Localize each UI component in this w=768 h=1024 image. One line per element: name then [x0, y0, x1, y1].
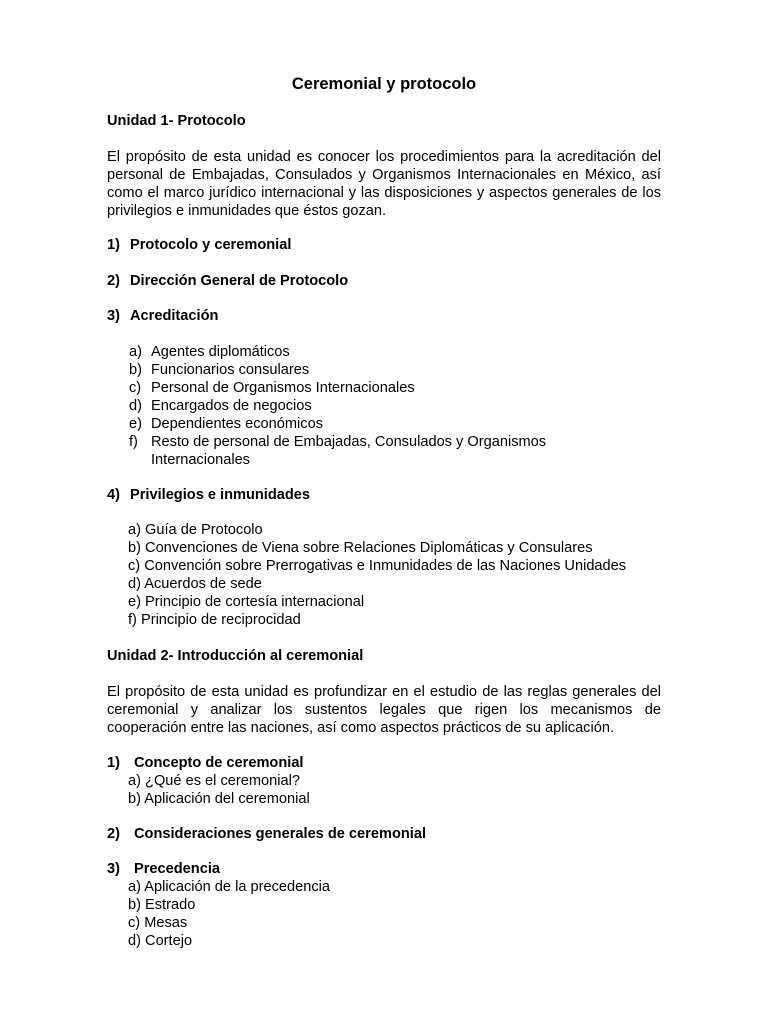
list-item: a) Aplicación de la precedencia: [128, 879, 331, 895]
acreditacion-list: [129, 343, 571, 469]
privilegios-list: [128, 521, 626, 629]
concepto-list: [128, 772, 310, 808]
unit-2-section-3: [107, 860, 220, 878]
unit-1-section-1: [107, 236, 291, 254]
section-label: Acreditación: [130, 308, 219, 324]
section-label: Consideraciones generales de ceremonial: [134, 826, 426, 842]
list-item: b) Aplicación del ceremonial: [128, 791, 310, 807]
list-item: c) Personal de Organismos Internacionales: [129, 380, 415, 396]
section-label: Protocolo y ceremonial: [130, 237, 292, 253]
section-number: 2): [107, 273, 120, 289]
list-item: a) Guía de Protocolo: [128, 522, 263, 538]
unit-2-section-1: [107, 754, 304, 772]
list-item: f) Resto de personal de Embajadas, Consulados y Organismos Internacionales: [129, 434, 547, 468]
list-item: c) Convención sobre Prerrogativas e Inmunidades de las Naciones Unidades: [128, 558, 627, 574]
list-item: d) Encargados de negocios: [129, 398, 312, 414]
document-title: Ceremonial y protocolo: [291, 75, 477, 93]
unit-1-heading: Unidad 1- Protocolo: [107, 113, 246, 129]
section-label: Dirección General de Protocolo: [130, 273, 349, 289]
precedencia-list: [128, 878, 330, 950]
section-number: 2): [107, 826, 120, 842]
section-label: Precedencia: [134, 861, 220, 877]
section-label: Privilegios e inmunidades: [130, 487, 311, 503]
list-item: b) Estrado: [128, 897, 196, 913]
unit-2-intro: El propósito de esta unidad es profundizar en el estudio de las reglas generales del ceremonial y analizar los sustentos legales que rigen los mecanismos de cooperación entre las naciones, así como aspectos prácticos de su aplicación.: [107, 684, 661, 736]
list-item: e) Dependientes económicos: [129, 416, 323, 432]
list-item: d) Cortejo: [128, 933, 193, 949]
list-item: d) Acuerdos de sede: [128, 576, 262, 592]
unit-2-section-2: [107, 825, 426, 843]
section-number: 3): [107, 861, 120, 877]
section-number: 3): [107, 308, 120, 324]
list-item: f) Principio de reciprocidad: [128, 612, 301, 628]
section-number: 4): [107, 487, 120, 503]
section-number: 1): [107, 237, 120, 253]
unit-1-section-2: [107, 272, 348, 290]
document-page: [107, 0, 661, 1024]
unit-1-intro: El propósito de esta unidad es conocer los procedimientos para la acreditación del personal de Embajadas, Consulados y Organismos Internacionales en México, así como el marco jurídico internacional y las disposiciones y aspectos generales de los privilegios e inmunidades que éstos gozan.: [107, 149, 661, 219]
section-label: Concepto de ceremonial: [134, 755, 304, 771]
list-item: b) Funcionarios consulares: [129, 362, 310, 378]
section-number: 1): [107, 755, 120, 771]
unit-1-section-3: [107, 307, 218, 325]
list-item: b) Convenciones de Viena sobre Relaciones Diplomáticas y Consulares: [128, 540, 593, 556]
list-item: e) Principio de cortesía internacional: [128, 594, 365, 610]
list-item: c) Mesas: [128, 915, 188, 931]
list-item: a) Agentes diplomáticos: [129, 344, 290, 360]
unit-1-section-4: [107, 486, 310, 504]
unit-2-heading: Unidad 2- Introducción al ceremonial: [107, 648, 364, 664]
list-item: a) ¿Qué es el ceremonial?: [128, 773, 300, 789]
